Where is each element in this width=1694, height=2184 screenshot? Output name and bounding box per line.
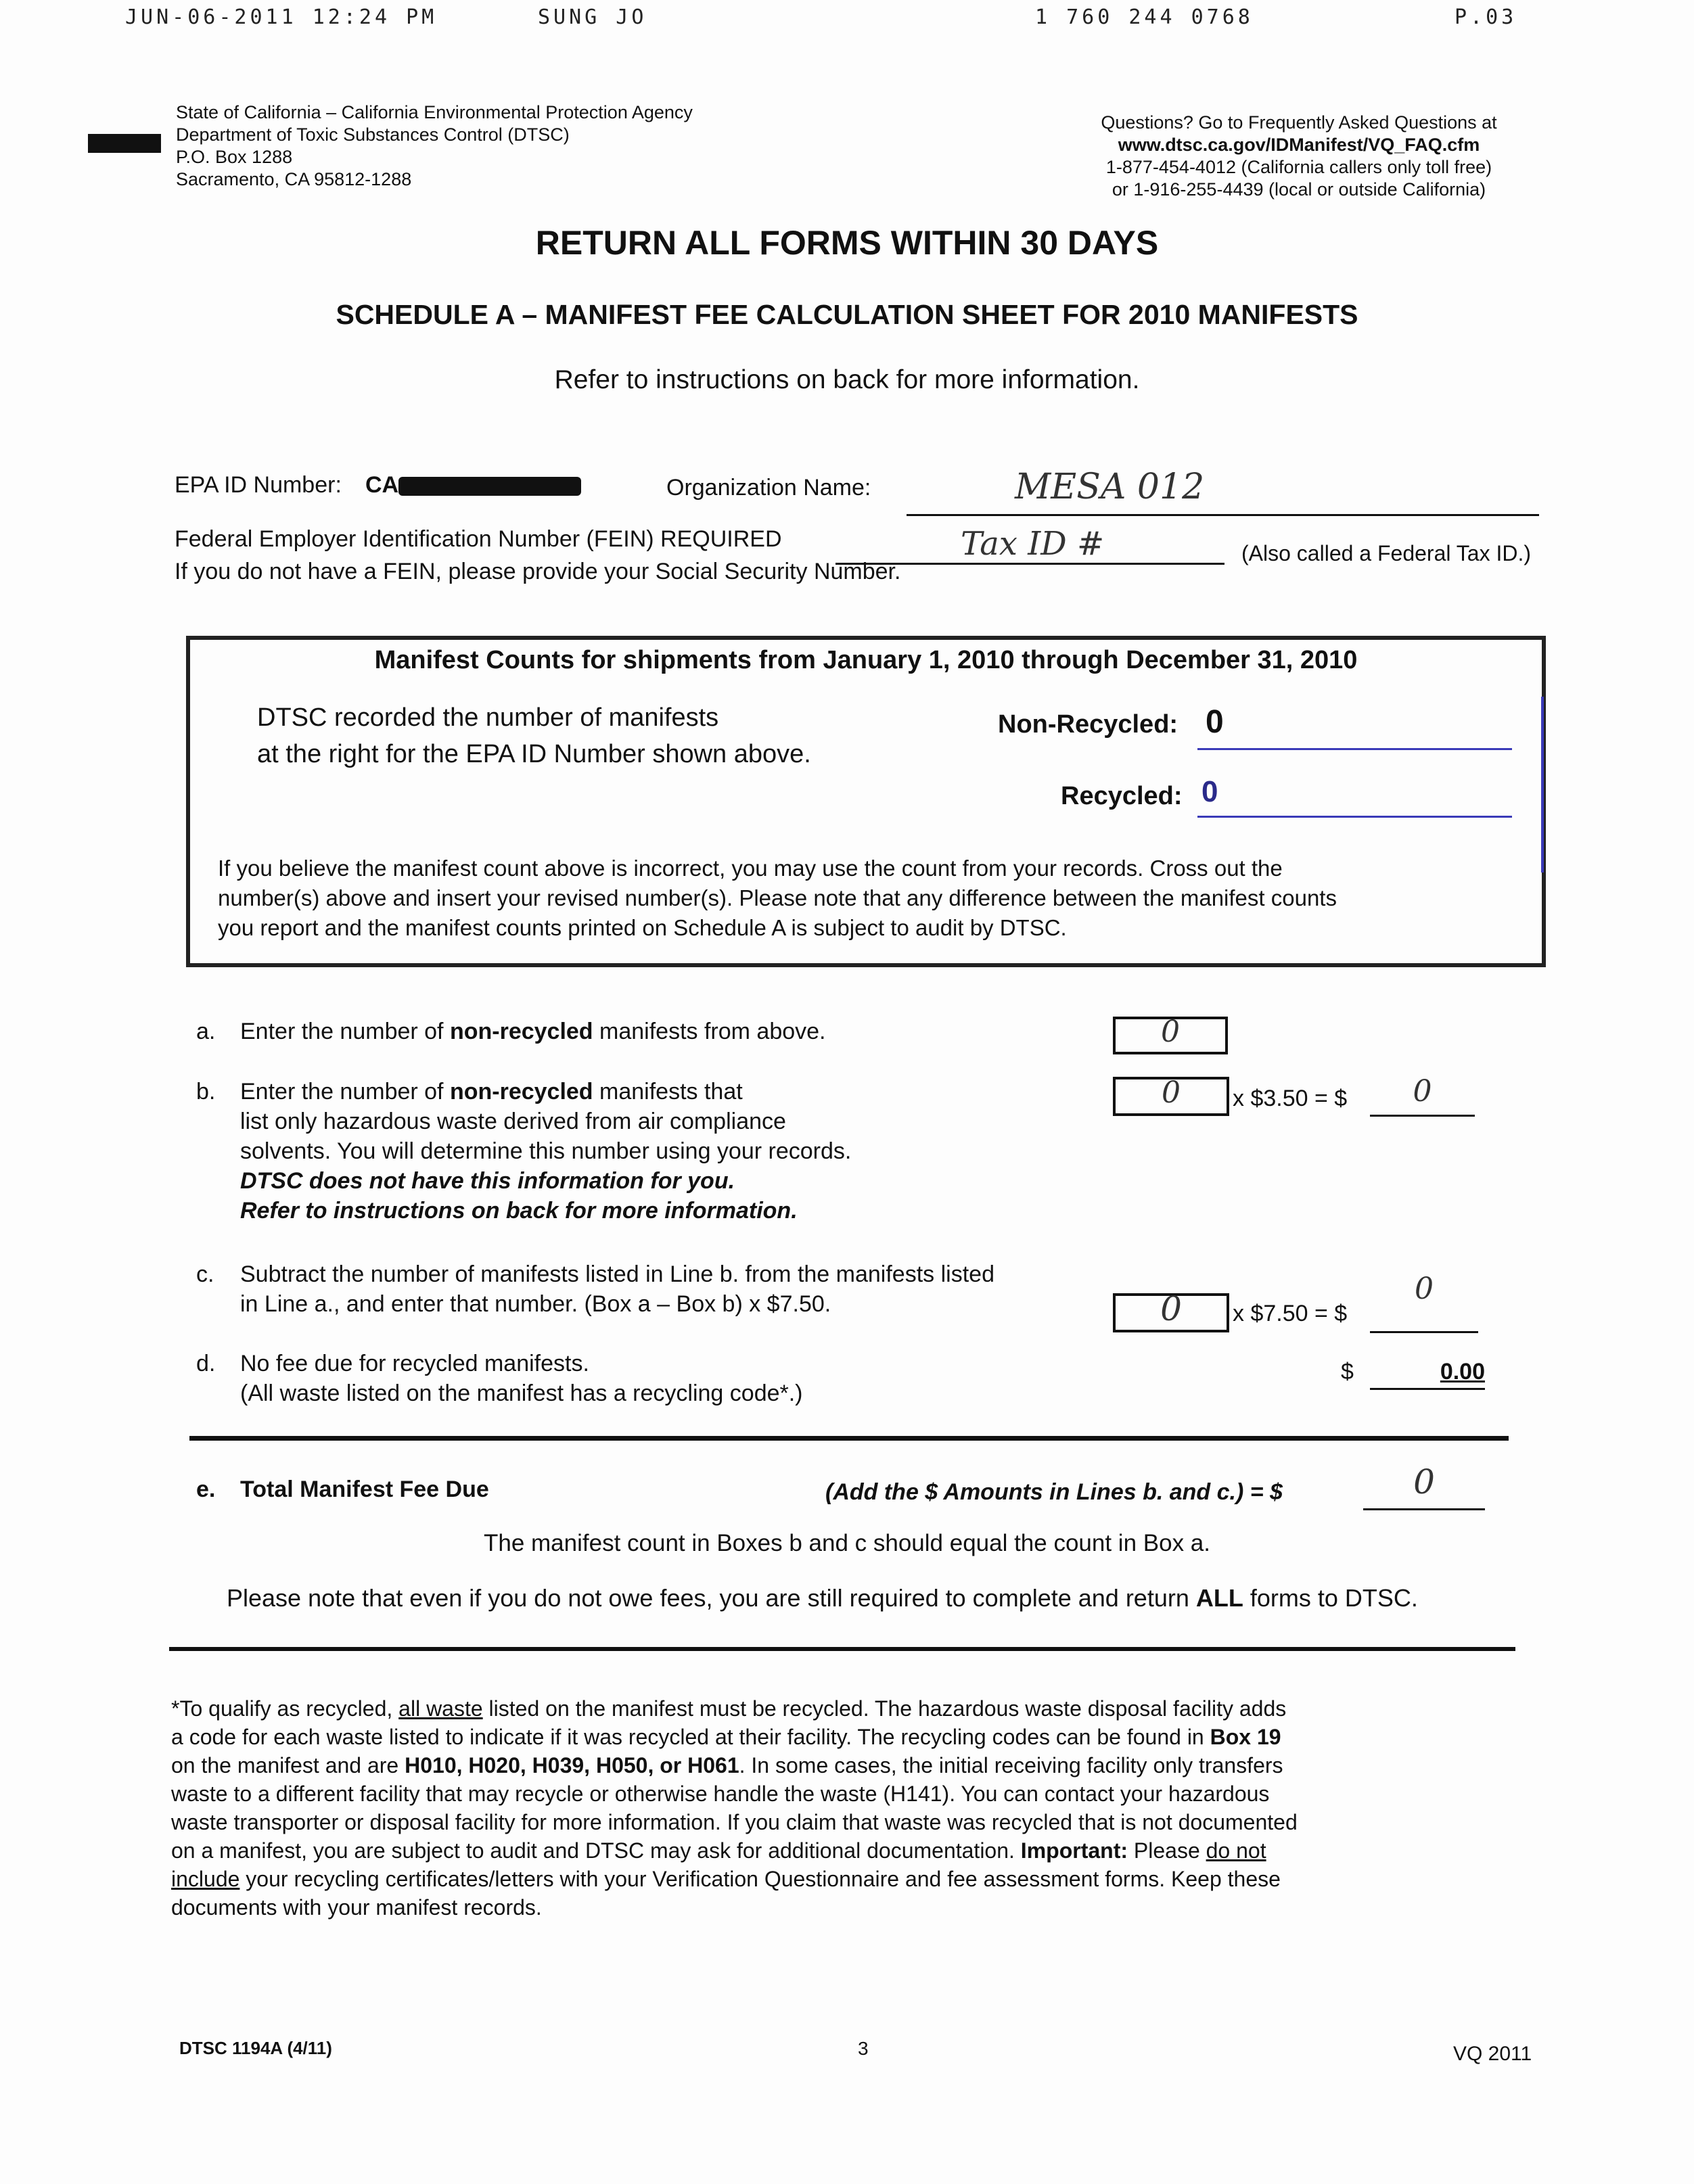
- fn-l6-bold: Important:: [1020, 1838, 1128, 1863]
- line-a-pre: Enter the number of: [240, 1019, 450, 1044]
- line-b-l2: list only hazardous waste derived from air compliance: [240, 1109, 786, 1134]
- epa-id-value: [365, 472, 581, 498]
- counts-heading: Manifest Counts for shipments from January 1, 2010 through December 31, 2010: [374, 646, 1358, 674]
- line-b-l4: DTSC does not have this information for you.: [240, 1168, 735, 1194]
- questions-line-4: or 1-916-255-4439 (local or outside California): [1112, 179, 1486, 200]
- fax-date-time: JUN-06-2011 12:24 PM: [125, 5, 438, 29]
- fn-l1-pre: *To qualify as recycled,: [171, 1696, 399, 1721]
- recycled-label: Recycled:: [1061, 782, 1183, 810]
- footnote-l7: [171, 1865, 1538, 1893]
- line-d-l1: No fee due for recycled manifests.: [240, 1351, 589, 1376]
- ink-margin-line: [1541, 697, 1544, 873]
- line-a-letter: a.: [196, 1019, 216, 1044]
- org-name-label: Organization Name:: [666, 475, 871, 501]
- box-count-note: The manifest count in Boxes b and c should equal the count in Box a.: [483, 1530, 1210, 1556]
- line-b-text: [240, 1077, 851, 1226]
- fees-note-post: forms to DTSC.: [1243, 1584, 1418, 1612]
- epa-id-redaction: [398, 477, 581, 496]
- line-b-l5: Refer to instructions on back for more information.: [240, 1198, 798, 1224]
- faq-link[interactable]: www.dtsc.ca.gov/IDManifest/VQ_FAQ.cfm: [1118, 135, 1480, 155]
- fn-l6-under: do not: [1206, 1838, 1266, 1863]
- footnote-l8: documents with your manifest records.: [171, 1895, 542, 1920]
- main-title: RETURN ALL FORMS WITHIN 30 DAYS: [535, 224, 1159, 262]
- schedule-title: SCHEDULE A – MANIFEST FEE CALCULATION SHEET FOR 2010 MANIFESTS: [336, 299, 1358, 330]
- box-b-value: 0: [1162, 1075, 1181, 1110]
- non-recycled-value: 0: [1206, 704, 1224, 740]
- total-fee-note: (Add the $ Amounts in Lines b. and c.) = $: [825, 1479, 1283, 1505]
- epa-id-prefix: CA: [365, 472, 399, 498]
- org-name-field[interactable]: [907, 475, 1539, 516]
- agency-address: [176, 101, 693, 191]
- fax-page: P.03: [1455, 5, 1517, 29]
- fn-l2-pre: a code for each waste listed to indicate if it was recycled at their facility. The recycling codes can be found in: [171, 1725, 1210, 1749]
- line-b-l1: [240, 1077, 851, 1107]
- footnote-l1: [171, 1694, 1538, 1723]
- line-c-l2: in Line a., and enter that number. (Box a – Box b) x $7.50.: [240, 1291, 831, 1317]
- line-b-amount: 0: [1413, 1074, 1432, 1109]
- footnote-l5: waste transporter or disposal facility for more information. If you claim that waste was recycled that is not documented: [171, 1810, 1298, 1834]
- page-number: 3: [858, 2038, 869, 2059]
- line-b-post: manifests that: [593, 1079, 743, 1105]
- counts-desc-1: DTSC recorded the number of manifests: [257, 703, 719, 732]
- line-a-post: manifests from above.: [593, 1019, 826, 1044]
- refer-instructions: Refer to instructions on back for more information.: [554, 365, 1140, 394]
- footnote-l2: [171, 1723, 1538, 1751]
- line-d-text: [240, 1349, 803, 1408]
- fein-label: Federal Employer Identification Number (FEIN) REQUIRED: [175, 526, 782, 552]
- footnote-l6: [171, 1836, 1538, 1865]
- line-b-pre: Enter the number of: [240, 1079, 450, 1105]
- agency-line-3: P.O. Box 1288: [176, 147, 293, 167]
- line-e-letter: e.: [196, 1477, 216, 1502]
- line-c-rate: x $7.50 = $: [1233, 1301, 1348, 1326]
- counts-note-3: you report and the manifest counts printed on Schedule A is subject to audit by DTSC.: [218, 915, 1067, 940]
- separator-2: [169, 1647, 1515, 1651]
- line-d-dollar: $: [1341, 1359, 1354, 1385]
- total-fee-label: Total Manifest Fee Due: [240, 1477, 489, 1502]
- line-a-bold: non-recycled: [449, 1019, 593, 1044]
- non-recycled-field[interactable]: [1197, 710, 1512, 750]
- form-id: DTSC 1194A (4/11): [179, 2038, 332, 2058]
- questions-line-1: Questions? Go to Frequently Asked Questions at: [1101, 112, 1497, 133]
- footnote-l3: [171, 1751, 1538, 1780]
- fees-note-pre: Please note that even if you do not owe fees, you are still required to complete and return: [227, 1584, 1196, 1612]
- footnote-l4: waste to a different facility that may recycle or otherwise handle the waste (H141). You can contact your hazardous: [171, 1782, 1270, 1806]
- line-c-amount: 0: [1415, 1272, 1434, 1306]
- recycled-field[interactable]: [1197, 778, 1512, 818]
- fn-l2-bold: Box 19: [1210, 1725, 1281, 1749]
- line-d-letter: d.: [196, 1351, 216, 1376]
- counts-note: [218, 854, 1537, 943]
- line-b-bold: non-recycled: [449, 1079, 593, 1105]
- agency-line-2: Department of Toxic Substances Control (DTSC): [176, 124, 570, 145]
- fax-phone: 1 760 244 0768: [1035, 5, 1254, 29]
- counts-desc-2: at the right for the EPA ID Number shown above.: [257, 740, 811, 768]
- recycled-value: 0: [1201, 775, 1218, 808]
- fn-l3-codes: H010, H020, H039, H050, or H061: [405, 1753, 739, 1778]
- fax-sender: SUNG JO: [538, 5, 647, 29]
- line-c-text: [240, 1259, 994, 1319]
- box-a-value: 0: [1161, 1015, 1180, 1049]
- line-d-amount: 0.00: [1440, 1359, 1485, 1385]
- fein-note: (Also called a Federal Tax ID.): [1241, 541, 1532, 565]
- agency-line-1: State of California – California Environmental Protection Agency: [176, 102, 693, 122]
- counts-note-2: number(s) above and insert your revised number(s). Please note that any difference between the manifest counts: [218, 885, 1337, 910]
- line-b-l3: solvents. You will determine this number using your records.: [240, 1138, 852, 1164]
- redaction-bar: [88, 134, 161, 153]
- total-fee-amount: 0: [1413, 1462, 1435, 1502]
- fn-l3-pre: on the manifest and are: [171, 1753, 405, 1778]
- fees-note-bold: ALL: [1195, 1584, 1243, 1612]
- line-c-letter: c.: [196, 1261, 214, 1287]
- fn-l1-post: listed on the manifest must be recycled. The hazardous waste disposal facility adds: [482, 1696, 1287, 1721]
- questions-line-3: 1-877-454-4012 (California callers only toll free): [1105, 157, 1492, 177]
- non-recycled-label: Non-Recycled:: [998, 710, 1178, 739]
- epa-id-label: EPA ID Number:: [175, 472, 342, 498]
- line-b-letter: b.: [196, 1079, 216, 1105]
- agency-line-4: Sacramento, CA 95812-1288: [176, 169, 412, 189]
- box-c-value: 0: [1160, 1289, 1182, 1328]
- fn-l1-under: all waste: [398, 1696, 483, 1721]
- line-c-l1: Subtract the number of manifests listed in Line b. from the manifests listed: [240, 1261, 994, 1287]
- fn-l6-mid: Please: [1128, 1838, 1206, 1863]
- line-a-text: [240, 1017, 826, 1046]
- fn-l3-post: . In some cases, the initial receiving facility only transfers: [739, 1753, 1283, 1778]
- vq-year: VQ 2011: [1453, 2043, 1532, 2065]
- line-b-rate: x $3.50 = $: [1233, 1086, 1348, 1111]
- fees-note: [227, 1584, 1418, 1612]
- recycling-footnote: [171, 1694, 1538, 1922]
- fn-l6-pre: on a manifest, you are subject to audit and DTSC may ask for additional documentation.: [171, 1838, 1021, 1863]
- ssn-note: If you do not have a FEIN, please provide your Social Security Number.: [175, 559, 901, 584]
- questions-block: [1055, 112, 1542, 201]
- fn-l7-post: your recycling certificates/letters with your Verification Questionnaire and fee assessment forms. Keep these: [239, 1867, 1281, 1891]
- org-name-handwritten: MESA 012: [1015, 467, 1205, 507]
- fein-handwritten: Tax ID #: [961, 525, 1105, 563]
- line-d-l2: (All waste listed on the manifest has a recycling code*.): [240, 1380, 803, 1406]
- fn-l7-under: include: [171, 1867, 240, 1891]
- counts-note-1: If you believe the manifest count above is incorrect, you may use the count from your records. Cross out the: [218, 856, 1283, 881]
- separator-1: [189, 1436, 1509, 1441]
